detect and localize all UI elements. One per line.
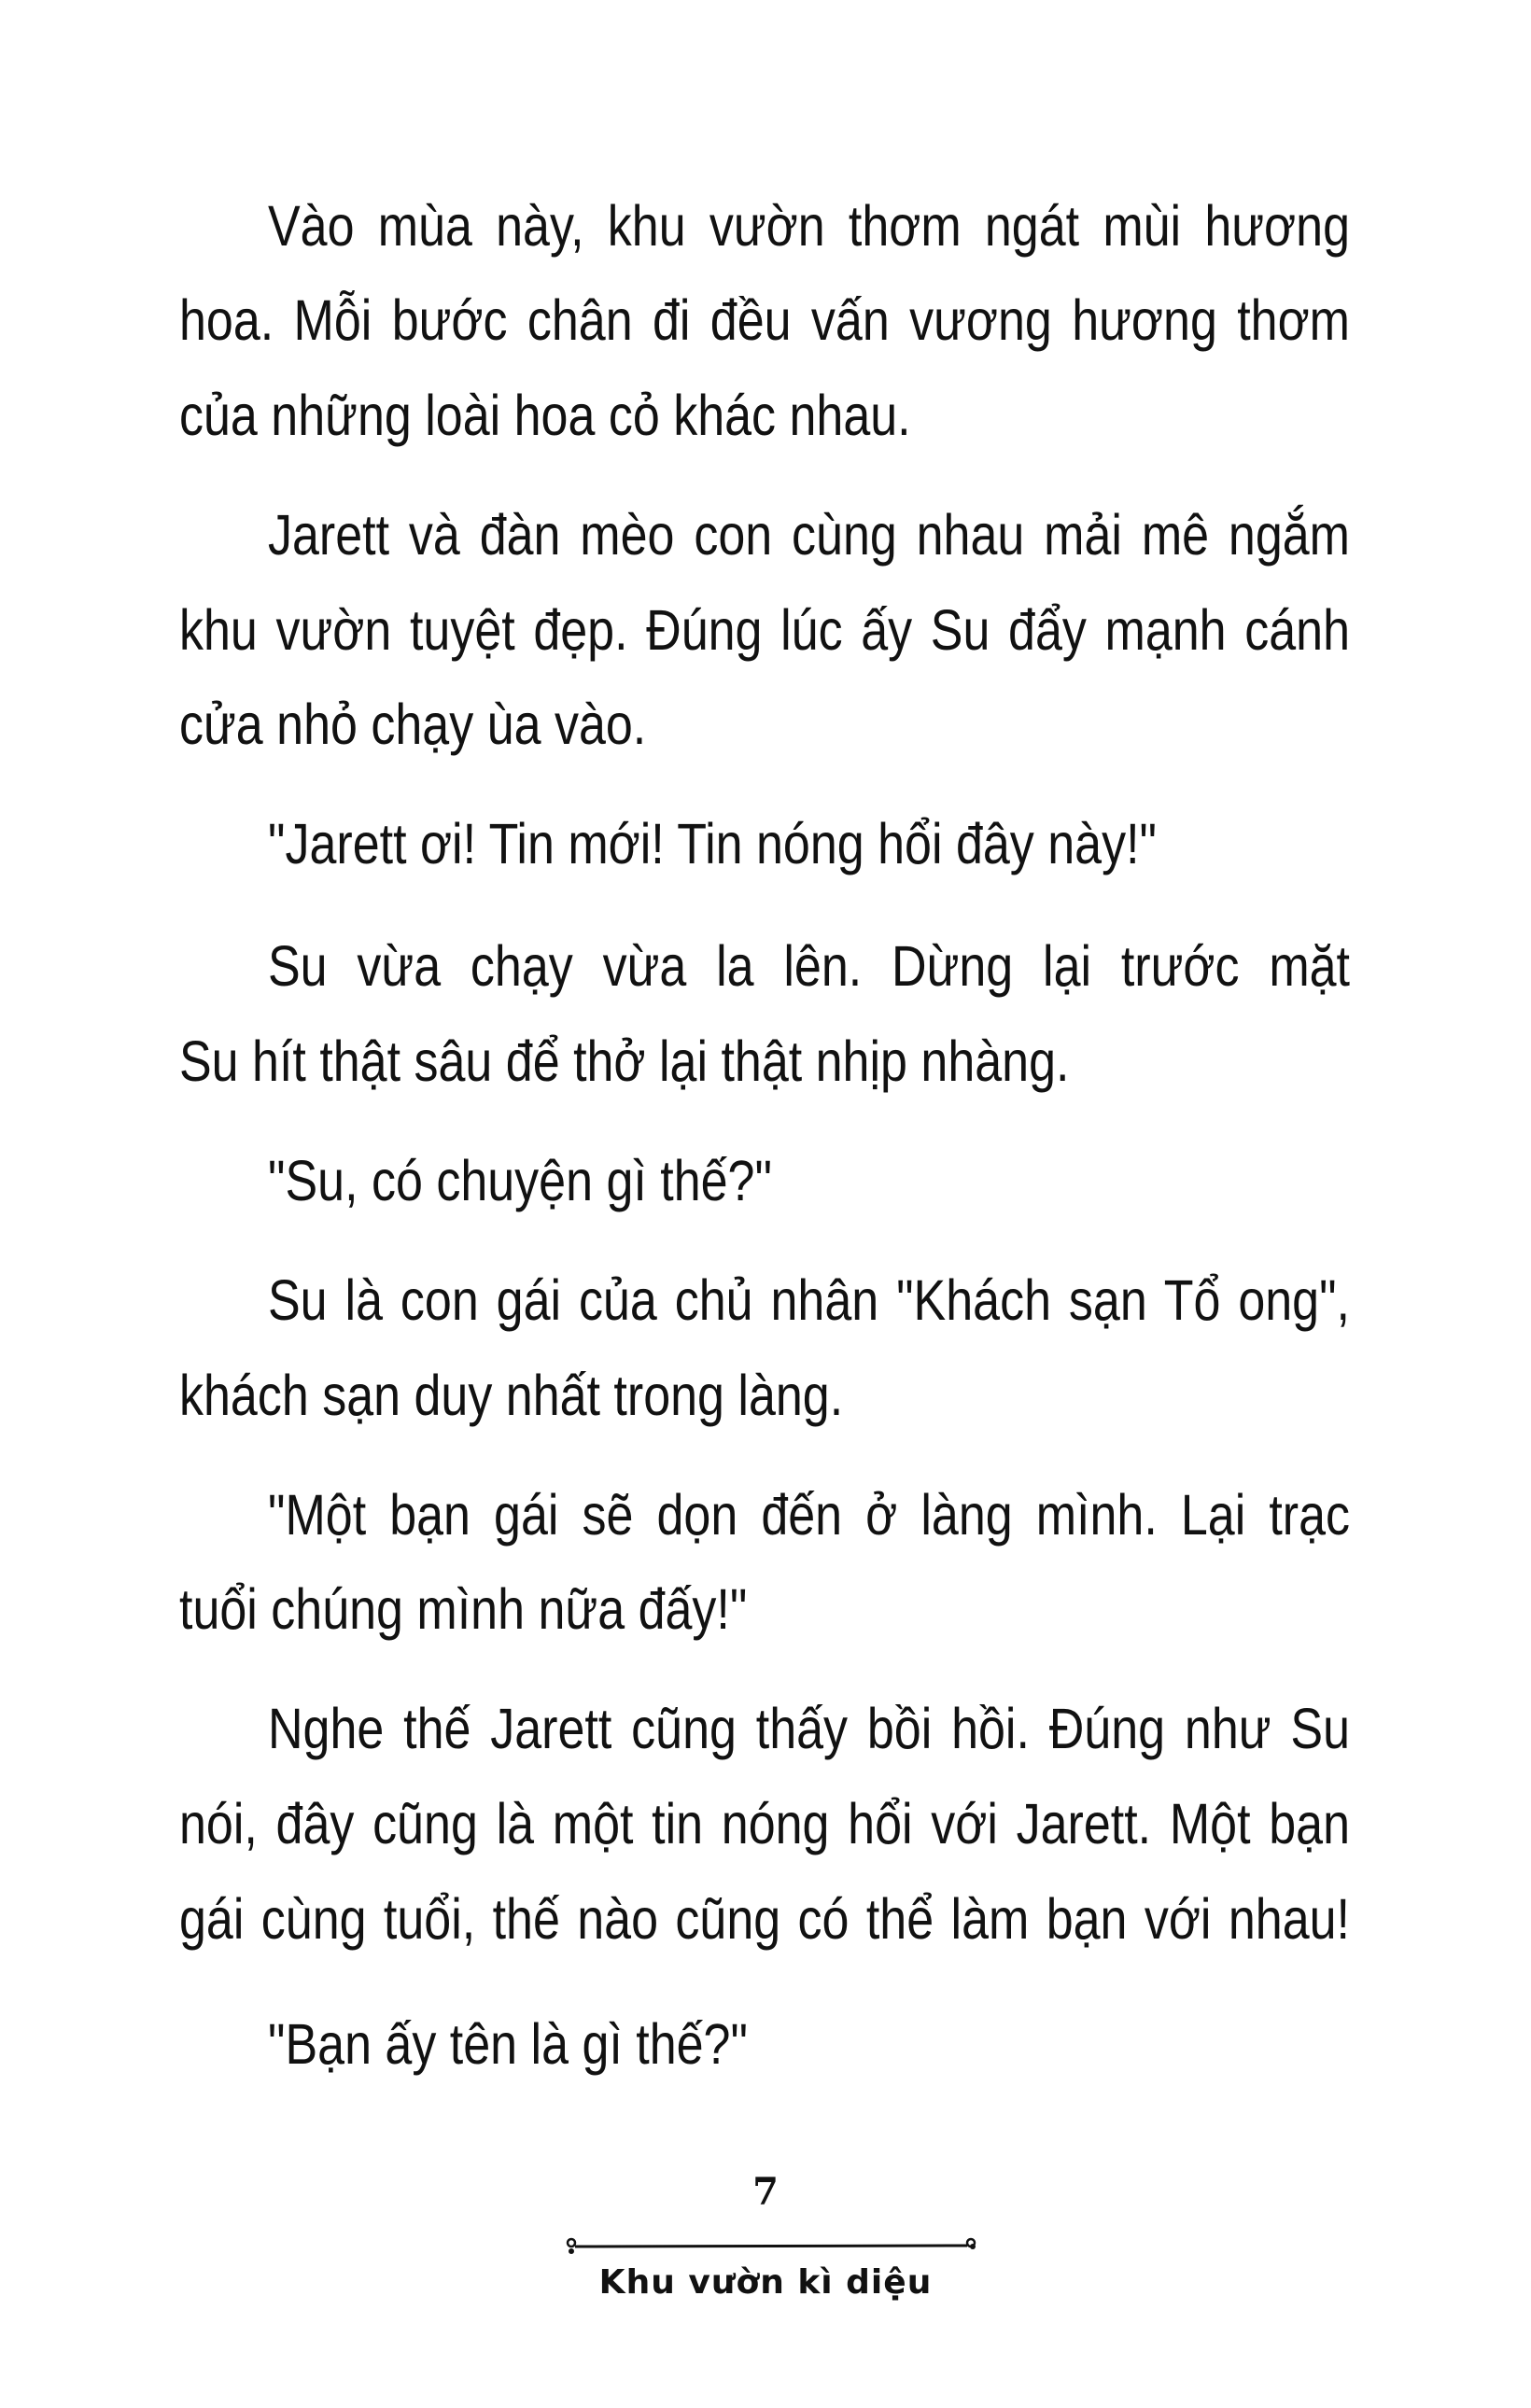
text-line: Su hít thật sâu để thở lại thật nhịp nhàng. — [179, 1029, 1070, 1095]
text-line: hoa. Mỗi bước chân đi đều vấn vương hương thơm — [179, 288, 1350, 354]
text-line: "Jarett ơi! Tin mới! Tin nóng hổi đây này!" — [268, 812, 1157, 877]
text-line: cửa nhỏ chạy ùa vào. — [179, 693, 647, 758]
text-line: Su là con gái của chủ nhân "Khách sạn Tổ ong", — [268, 1268, 1350, 1334]
text-line: Su vừa chạy vừa la lên. Dừng lại trước mặt — [268, 934, 1350, 1000]
text-line: "Su, có chuyện gì thế?" — [268, 1149, 772, 1214]
text-line: nói, đây cũng là một tin nóng hổi với Jarett. Một bạn — [179, 1792, 1350, 1857]
text-line: Nghe thế Jarett cũng thấy bồi hồi. Đúng như Su — [268, 1697, 1350, 1762]
text-line: "Bạn ấy tên là gì thế?" — [268, 2012, 748, 2078]
ornamental-divider — [564, 2236, 978, 2257]
text-line: Jarett và đàn mèo con cùng nhau mải mê ngắm — [268, 503, 1350, 568]
text-line: tuổi chúng mình nữa đấy!" — [179, 1577, 748, 1643]
page-number: 7 — [752, 2170, 779, 2214]
text-line: khu vườn tuyệt đẹp. Đúng lúc ấy Su đẩy mạnh cánh — [179, 598, 1350, 664]
text-line: "Một bạn gái sẽ dọn đến ở làng mình. Lại trạc — [268, 1483, 1350, 1548]
text-line: khách sạn duy nhất trong làng. — [179, 1364, 844, 1429]
text-line: Vào mùa này, khu vườn thơm ngát mùi hương — [268, 194, 1350, 259]
chapter-title: Khu vườn kì diệu — [598, 2263, 933, 2302]
text-line: gái cùng tuổi, thế nào cũng có thể làm bạn với nhau! — [179, 1887, 1350, 1953]
text-line: của những loài hoa cỏ khác nhau. — [179, 384, 911, 449]
